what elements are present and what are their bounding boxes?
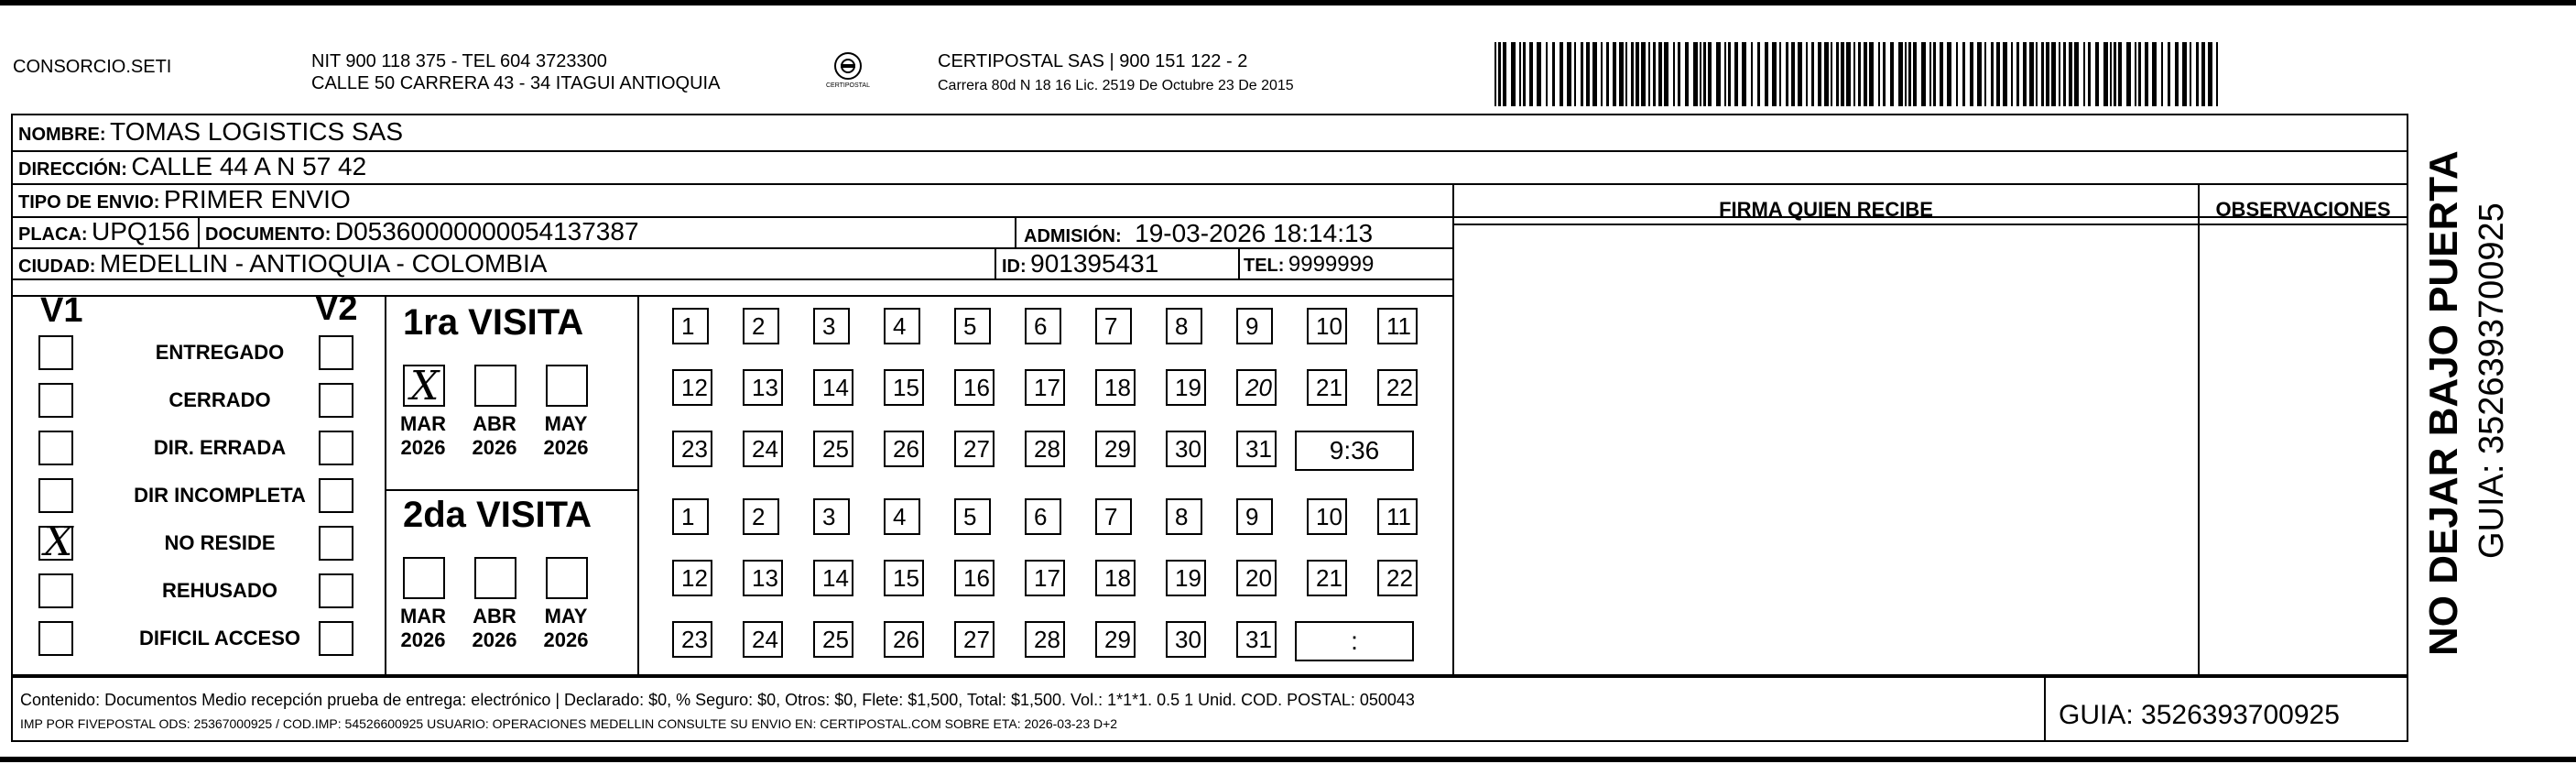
barcode-bar — [2103, 42, 2108, 106]
v1-checkbox[interactable] — [38, 383, 73, 418]
barcode-bar — [1560, 42, 1563, 106]
barcode-bar — [1905, 42, 1907, 106]
barcode-bar — [1883, 42, 1886, 106]
nombre-label: NOMBRE: — [18, 125, 106, 145]
barcode-bar — [1625, 42, 1627, 106]
day-box[interactable]: 24 — [743, 621, 783, 658]
barcode-bar — [2138, 42, 2141, 106]
v1-header: V1 — [40, 291, 83, 330]
barcode-bar — [2161, 42, 2163, 106]
barcode-bar — [1495, 42, 1496, 106]
month-year: 2026 — [543, 628, 589, 651]
day-box[interactable]: 12 — [672, 560, 712, 596]
row-line — [1454, 224, 2408, 225]
day-box[interactable]: 15 — [884, 369, 924, 406]
barcode-bar — [1523, 42, 1526, 106]
status-label: NO RESIDE — [164, 531, 276, 554]
footer-line-1: Contenido: Documentos Medio recepción prueba de entrega: electrónico | Declarado: $0, % Seguro: $0, Otros: $0, Flete: $1,500, Total: $1,500. Vol.: 1*1*1. 0.5 1 Unid. COD. POSTAL: 050043 — [20, 691, 1415, 709]
second-visit-title: 2da VISITA — [403, 495, 592, 535]
day-box[interactable]: 18 — [1095, 560, 1136, 596]
status-label: ENTREGADO — [155, 341, 285, 364]
day-box[interactable]: 24 — [743, 431, 783, 467]
direccion-row — [18, 150, 366, 188]
day-box[interactable]: 14 — [813, 560, 853, 596]
month-year: 2026 — [472, 628, 517, 651]
day-box[interactable]: 10 — [1307, 308, 1347, 344]
day-box[interactable]: 22 — [1377, 560, 1418, 596]
day-box[interactable]: 3 — [813, 308, 850, 344]
barcode-bar — [1962, 42, 1965, 106]
day-box[interactable]: 13 — [743, 560, 783, 596]
firma-separator — [1452, 183, 1454, 676]
barcode-bar — [1869, 42, 1874, 106]
day-box[interactable]: 29 — [1095, 621, 1136, 658]
day-box[interactable]: 6 — [1025, 498, 1061, 535]
barcode-bar — [2051, 42, 2056, 106]
barcode-bar — [1693, 42, 1698, 106]
barcode-bar — [1641, 42, 1646, 106]
barcode-bar — [2023, 42, 2027, 106]
barcode-bar — [2088, 42, 2091, 106]
barcode-bar — [1673, 42, 1675, 106]
barcode-bar — [1824, 42, 1829, 106]
v2-checkbox[interactable] — [319, 526, 353, 561]
barcode-bar — [1511, 42, 1516, 106]
barcode-bar — [1592, 42, 1597, 106]
barcode-bar — [1991, 42, 1994, 106]
status-label: DIFICIL ACCESO — [138, 627, 300, 649]
v1-checkbox[interactable] — [38, 573, 73, 608]
day-box[interactable]: 2 — [743, 498, 779, 535]
barcode-bar — [2175, 42, 2179, 106]
v1-checkbox[interactable] — [38, 478, 73, 513]
bottom-border — [0, 757, 2576, 762]
tel-label: TEL: — [1244, 256, 1285, 276]
day-box[interactable]: 16 — [954, 560, 995, 596]
month-label: ABR — [473, 412, 516, 435]
barcode-bar — [1552, 42, 1555, 106]
obs-right-separator — [2407, 150, 2408, 627]
no-dejar-text: NO DEJAR BAJO PUERTA — [2421, 150, 2466, 656]
day-box[interactable]: 7 — [1095, 498, 1132, 535]
barcode-bar — [1581, 42, 1583, 106]
barcode-bar — [1537, 42, 1541, 106]
ciudad-separator — [995, 247, 996, 278]
v2-checkbox[interactable] — [319, 573, 353, 608]
day-box[interactable]: 5 — [954, 308, 991, 344]
status-label: CERRADO — [168, 388, 271, 411]
certipostal-line-2: Carrera 80d N 18 16 Lic. 2519 De Octubre 23 De 2015 — [938, 78, 1294, 93]
day-box[interactable]: 11 — [1377, 498, 1418, 535]
barcode-bar — [1846, 42, 1851, 106]
barcode-bar — [1940, 42, 1943, 106]
month-label: MAY — [544, 605, 588, 628]
barcode-bar — [1685, 42, 1689, 106]
day-box[interactable]: 7 — [1095, 308, 1132, 344]
direccion-value: CALLE 44 A N 57 42 — [131, 152, 367, 180]
day-box[interactable]: 27 — [954, 621, 995, 658]
barcode-bar — [1841, 42, 1844, 106]
day-box[interactable]: 27 — [954, 431, 995, 467]
barcode-bar — [2168, 42, 2170, 106]
time-box[interactable]: : — [1295, 621, 1414, 661]
barcode-bar — [2201, 42, 2205, 106]
barcode-bar — [1890, 42, 1894, 106]
day-box[interactable]: 20 — [1236, 369, 1277, 406]
barcode-bar — [2059, 42, 2060, 106]
day-box[interactable]: 10 — [1307, 498, 1347, 535]
day-box[interactable]: 25 — [813, 431, 853, 467]
barcode-bar — [1779, 42, 1781, 106]
day-box[interactable]: 12 — [672, 369, 712, 406]
first-visit-title: 1ra VISITA — [403, 302, 584, 343]
barcode-bar — [1929, 42, 1931, 106]
barcode-bar — [1772, 42, 1777, 106]
barcode-bar — [1742, 42, 1746, 106]
barcode-bar — [1858, 42, 1861, 106]
firma-header: FIRMA QUIEN RECIBE — [1719, 198, 1933, 221]
month-label: MAR — [399, 412, 447, 435]
ciudad-label: CIUDAD: — [18, 256, 96, 277]
barcode-bar — [2152, 42, 2157, 106]
day-box[interactable]: 23 — [672, 431, 712, 467]
nombre-row — [18, 114, 403, 155]
doc-separator — [1015, 216, 1016, 247]
barcode-bar — [2118, 42, 2122, 106]
admision-value: 19-03-2026 18:14:13 — [1135, 219, 1374, 247]
status-label: DIR. ERRADA — [153, 436, 287, 459]
month-checkbox[interactable] — [474, 557, 516, 599]
barcode-bar — [2029, 42, 2034, 106]
barcode-bar — [2074, 42, 2079, 106]
id-label: ID: — [1002, 256, 1027, 277]
barcode-bar — [1791, 42, 1795, 106]
id-separator — [1238, 247, 1240, 278]
barcode-bar — [1636, 42, 1639, 106]
nombre-value: TOMAS LOGISTICS SAS — [110, 117, 404, 146]
tipo-row — [18, 183, 351, 221]
barcode-bar — [1984, 42, 1986, 106]
barcode-bar — [1567, 42, 1571, 106]
month-label: ABR — [473, 605, 516, 628]
day-box[interactable]: 13 — [743, 369, 783, 406]
day-box[interactable]: 4 — [884, 498, 920, 535]
id-row — [1002, 247, 1158, 285]
day-box[interactable]: 31 — [1236, 431, 1277, 467]
barcode-bar — [2145, 42, 2148, 106]
barcode-bar — [1631, 42, 1634, 106]
barcode-bar — [2041, 42, 2044, 106]
barcode-bar — [2069, 42, 2072, 106]
company-name: CONSORCIO.SETI — [13, 57, 172, 77]
month-year: 2026 — [400, 436, 446, 459]
day-box[interactable]: 22 — [1377, 369, 1418, 406]
month-year: 2026 — [400, 628, 446, 651]
footer-guia: GUIA: 3526393700925 — [2059, 700, 2340, 730]
day-box[interactable]: 21 — [1307, 369, 1347, 406]
day-box[interactable]: 30 — [1166, 621, 1206, 658]
v1-checkbox[interactable] — [38, 621, 73, 656]
day-box[interactable]: 17 — [1025, 560, 1065, 596]
v2-checkbox[interactable] — [319, 478, 353, 513]
ciudad-row — [18, 247, 547, 285]
day-box[interactable]: 21 — [1307, 560, 1347, 596]
v1-checkbox[interactable] — [38, 335, 73, 370]
nit-line-2: CALLE 50 CARRERA 43 - 34 ITAGUI ANTIOQUIA — [311, 73, 721, 93]
day-box[interactable]: 6 — [1025, 308, 1061, 344]
day-box[interactable]: 9 — [1236, 498, 1273, 535]
barcode-bar — [1853, 42, 1855, 106]
barcode-bar — [2196, 42, 2199, 106]
day-box[interactable]: 14 — [813, 369, 853, 406]
direccion-label: DIRECCIÓN: — [18, 159, 127, 180]
day-box[interactable]: 20 — [1236, 560, 1277, 596]
tipo-value: PRIMER ENVIO — [163, 185, 351, 213]
day-box[interactable]: 23 — [672, 621, 712, 658]
day-box[interactable]: 18 — [1095, 369, 1136, 406]
v2-checkbox[interactable] — [319, 431, 353, 465]
barcode-bar — [1708, 42, 1712, 106]
barcode-bar — [1977, 42, 1982, 106]
day-box[interactable]: 28 — [1025, 621, 1065, 658]
ciudad-value: MEDELLIN - ANTIOQUIA - COLOMBIA — [99, 249, 548, 278]
barcode-bar — [1700, 42, 1701, 106]
barcode-bar — [1786, 42, 1788, 106]
id-value: 901395431 — [1030, 249, 1159, 278]
barcode-bar — [2046, 42, 2049, 106]
day-box[interactable]: 30 — [1166, 431, 1206, 467]
day-box[interactable]: 19 — [1166, 369, 1206, 406]
barcode-bar — [2190, 42, 2191, 106]
barcode-bar — [1913, 42, 1917, 106]
barcode-bar — [1798, 42, 1802, 106]
documento-value: D05360000000054137387 — [334, 217, 639, 246]
status-label: DIR INCOMPLETA — [134, 484, 306, 507]
barcode-bar — [1724, 42, 1726, 106]
day-box[interactable]: 4 — [884, 308, 920, 344]
barcode-bar — [1728, 42, 1731, 106]
barcode-bar — [1703, 42, 1706, 106]
barcode-bar — [1574, 42, 1576, 106]
placa-label: PLACA: — [18, 224, 88, 245]
barcode-bar — [1586, 42, 1590, 106]
checkmark-icon: X — [44, 518, 73, 565]
certipostal-logo — [815, 48, 881, 99]
barcode-bar — [1921, 42, 1926, 106]
day-box[interactable]: 8 — [1166, 498, 1202, 535]
barcode-bar — [1519, 42, 1521, 106]
barcode-bar — [1734, 42, 1738, 106]
day-box[interactable]: 3 — [813, 498, 850, 535]
barcode-bar — [1765, 42, 1768, 106]
barcode-bar — [1498, 42, 1501, 106]
barcode-bar — [2036, 42, 2038, 106]
barcode-bar — [1619, 42, 1624, 106]
barcode-bar — [2083, 42, 2085, 106]
barcode-bar — [1678, 42, 1680, 106]
placa-separator — [198, 216, 200, 247]
barcode-bar — [1751, 42, 1753, 106]
barcode-bar — [1864, 42, 1867, 106]
day-box[interactable]: 1 — [672, 498, 709, 535]
logo-text: CERTIPOSTAL — [826, 82, 870, 89]
barcode-bar — [1811, 42, 1814, 106]
barcode-bar — [1503, 42, 1506, 106]
tipo-label: TIPO DE ENVIO: — [18, 192, 160, 213]
barcode-bar — [1529, 42, 1533, 106]
day-box[interactable]: 17 — [1025, 369, 1065, 406]
day-box[interactable]: 19 — [1166, 560, 1206, 596]
barcode-bar — [1658, 42, 1662, 106]
barcode-bar — [2208, 42, 2212, 106]
documento-label: DOCUMENTO: — [205, 224, 332, 245]
month-year: 2026 — [543, 436, 589, 459]
row-line — [11, 183, 2408, 185]
barcode-bar — [1757, 42, 1760, 106]
top-border — [0, 0, 2576, 5]
v2-checkbox[interactable] — [319, 335, 353, 370]
barcode-bar — [2114, 42, 2116, 106]
day-box[interactable]: 9 — [1236, 308, 1273, 344]
v2-checkbox[interactable] — [319, 383, 353, 418]
v2-checkbox[interactable] — [319, 621, 353, 656]
row-line — [11, 295, 1454, 297]
day-box[interactable]: 31 — [1236, 621, 1277, 658]
nit-line-1: NIT 900 118 375 - TEL 604 3723300 — [311, 51, 607, 71]
checkmark-icon: X — [410, 363, 440, 409]
day-box[interactable]: 16 — [954, 369, 995, 406]
footer-line-2: IMP POR FIVEPOSTAL ODS: 25367000925 / COD.IMP: 54526600925 USUARIO: OPERACIONES MEDELLIN CONSULTE SU ENVIO EN: CERTIPOSTAL.COM SOBRE ETA: 2026-03-23 D+2 — [20, 716, 1118, 731]
barcode-bar — [1996, 42, 2000, 106]
barcode-bar — [1898, 42, 1903, 106]
barcode-bar — [1836, 42, 1839, 106]
barcode-bar — [1613, 42, 1616, 106]
barcode-bar — [2182, 42, 2187, 106]
barcode-bar — [2135, 42, 2136, 106]
day-box[interactable]: 28 — [1025, 431, 1065, 467]
barcode-bar — [1648, 42, 1650, 106]
barcode-bar — [1818, 42, 1821, 106]
barcode-bar — [1653, 42, 1656, 106]
barcode-bar — [1878, 42, 1880, 106]
barcode-bar — [2016, 42, 2019, 106]
visit-separator — [637, 295, 639, 678]
tel-row — [1244, 249, 1374, 283]
barcode-bar — [1831, 42, 1832, 106]
day-box[interactable]: 11 — [1377, 308, 1418, 344]
month-label: MAR — [399, 605, 447, 628]
barcode-bar — [2126, 42, 2131, 106]
barcode-bar — [1908, 42, 1911, 106]
month-checkbox[interactable] — [546, 557, 588, 599]
day-box[interactable]: 1 — [672, 308, 709, 344]
status-label: REHUSADO — [162, 579, 277, 602]
status-separator — [385, 295, 386, 678]
day-box[interactable]: 2 — [743, 308, 779, 344]
barcode-bar — [1606, 42, 1609, 106]
barcode-bar — [2063, 42, 2066, 106]
barcode — [1495, 42, 2223, 106]
barcode-bar — [2095, 42, 2099, 106]
barcode-bar — [2003, 42, 2007, 106]
barcode-bar — [1601, 42, 1603, 106]
obs-separator — [2198, 183, 2200, 676]
barcode-bar — [2216, 42, 2218, 106]
month-checkbox[interactable] — [546, 365, 588, 407]
placa-value: UPQ156 — [92, 217, 190, 246]
day-box[interactable]: 29 — [1095, 431, 1136, 467]
admision-label: ADMISIÓN: — [1024, 226, 1122, 246]
day-box[interactable]: 25 — [813, 621, 853, 658]
barcode-bar — [1664, 42, 1668, 106]
day-box[interactable]: 5 — [954, 498, 991, 535]
day-box[interactable]: 15 — [884, 560, 924, 596]
barcode-bar — [1970, 42, 1973, 106]
barcode-bar — [1716, 42, 1721, 106]
barcode-bar — [1947, 42, 1951, 106]
barcode-bar — [2110, 42, 2112, 106]
side-guia-text: GUIA: 3526393700925 — [2473, 202, 2511, 559]
visit-divider — [385, 489, 637, 491]
day-box[interactable]: 8 — [1166, 308, 1202, 344]
time-box[interactable]: 9:36 — [1295, 431, 1414, 471]
certipostal-line-1: CERTIPOSTAL SAS | 900 151 122 - 2 — [938, 51, 1248, 71]
month-checkbox[interactable] — [474, 365, 516, 407]
day-box[interactable]: 26 — [884, 431, 924, 467]
barcode-bar — [1956, 42, 1958, 106]
barcode-bar — [2011, 42, 2013, 106]
v1-checkbox[interactable] — [38, 431, 73, 465]
month-year: 2026 — [472, 436, 517, 459]
barcode-bar — [1546, 42, 1548, 106]
month-checkbox[interactable] — [403, 557, 445, 599]
barcode-bar — [1933, 42, 1936, 106]
barcode-bar — [1806, 42, 1808, 106]
tel-value: 9999999 — [1288, 252, 1375, 277]
v2-header: V2 — [315, 289, 358, 328]
observaciones-header: OBSERVACIONES — [2215, 198, 2391, 221]
day-box[interactable]: 26 — [884, 621, 924, 658]
month-label: MAY — [544, 412, 588, 435]
